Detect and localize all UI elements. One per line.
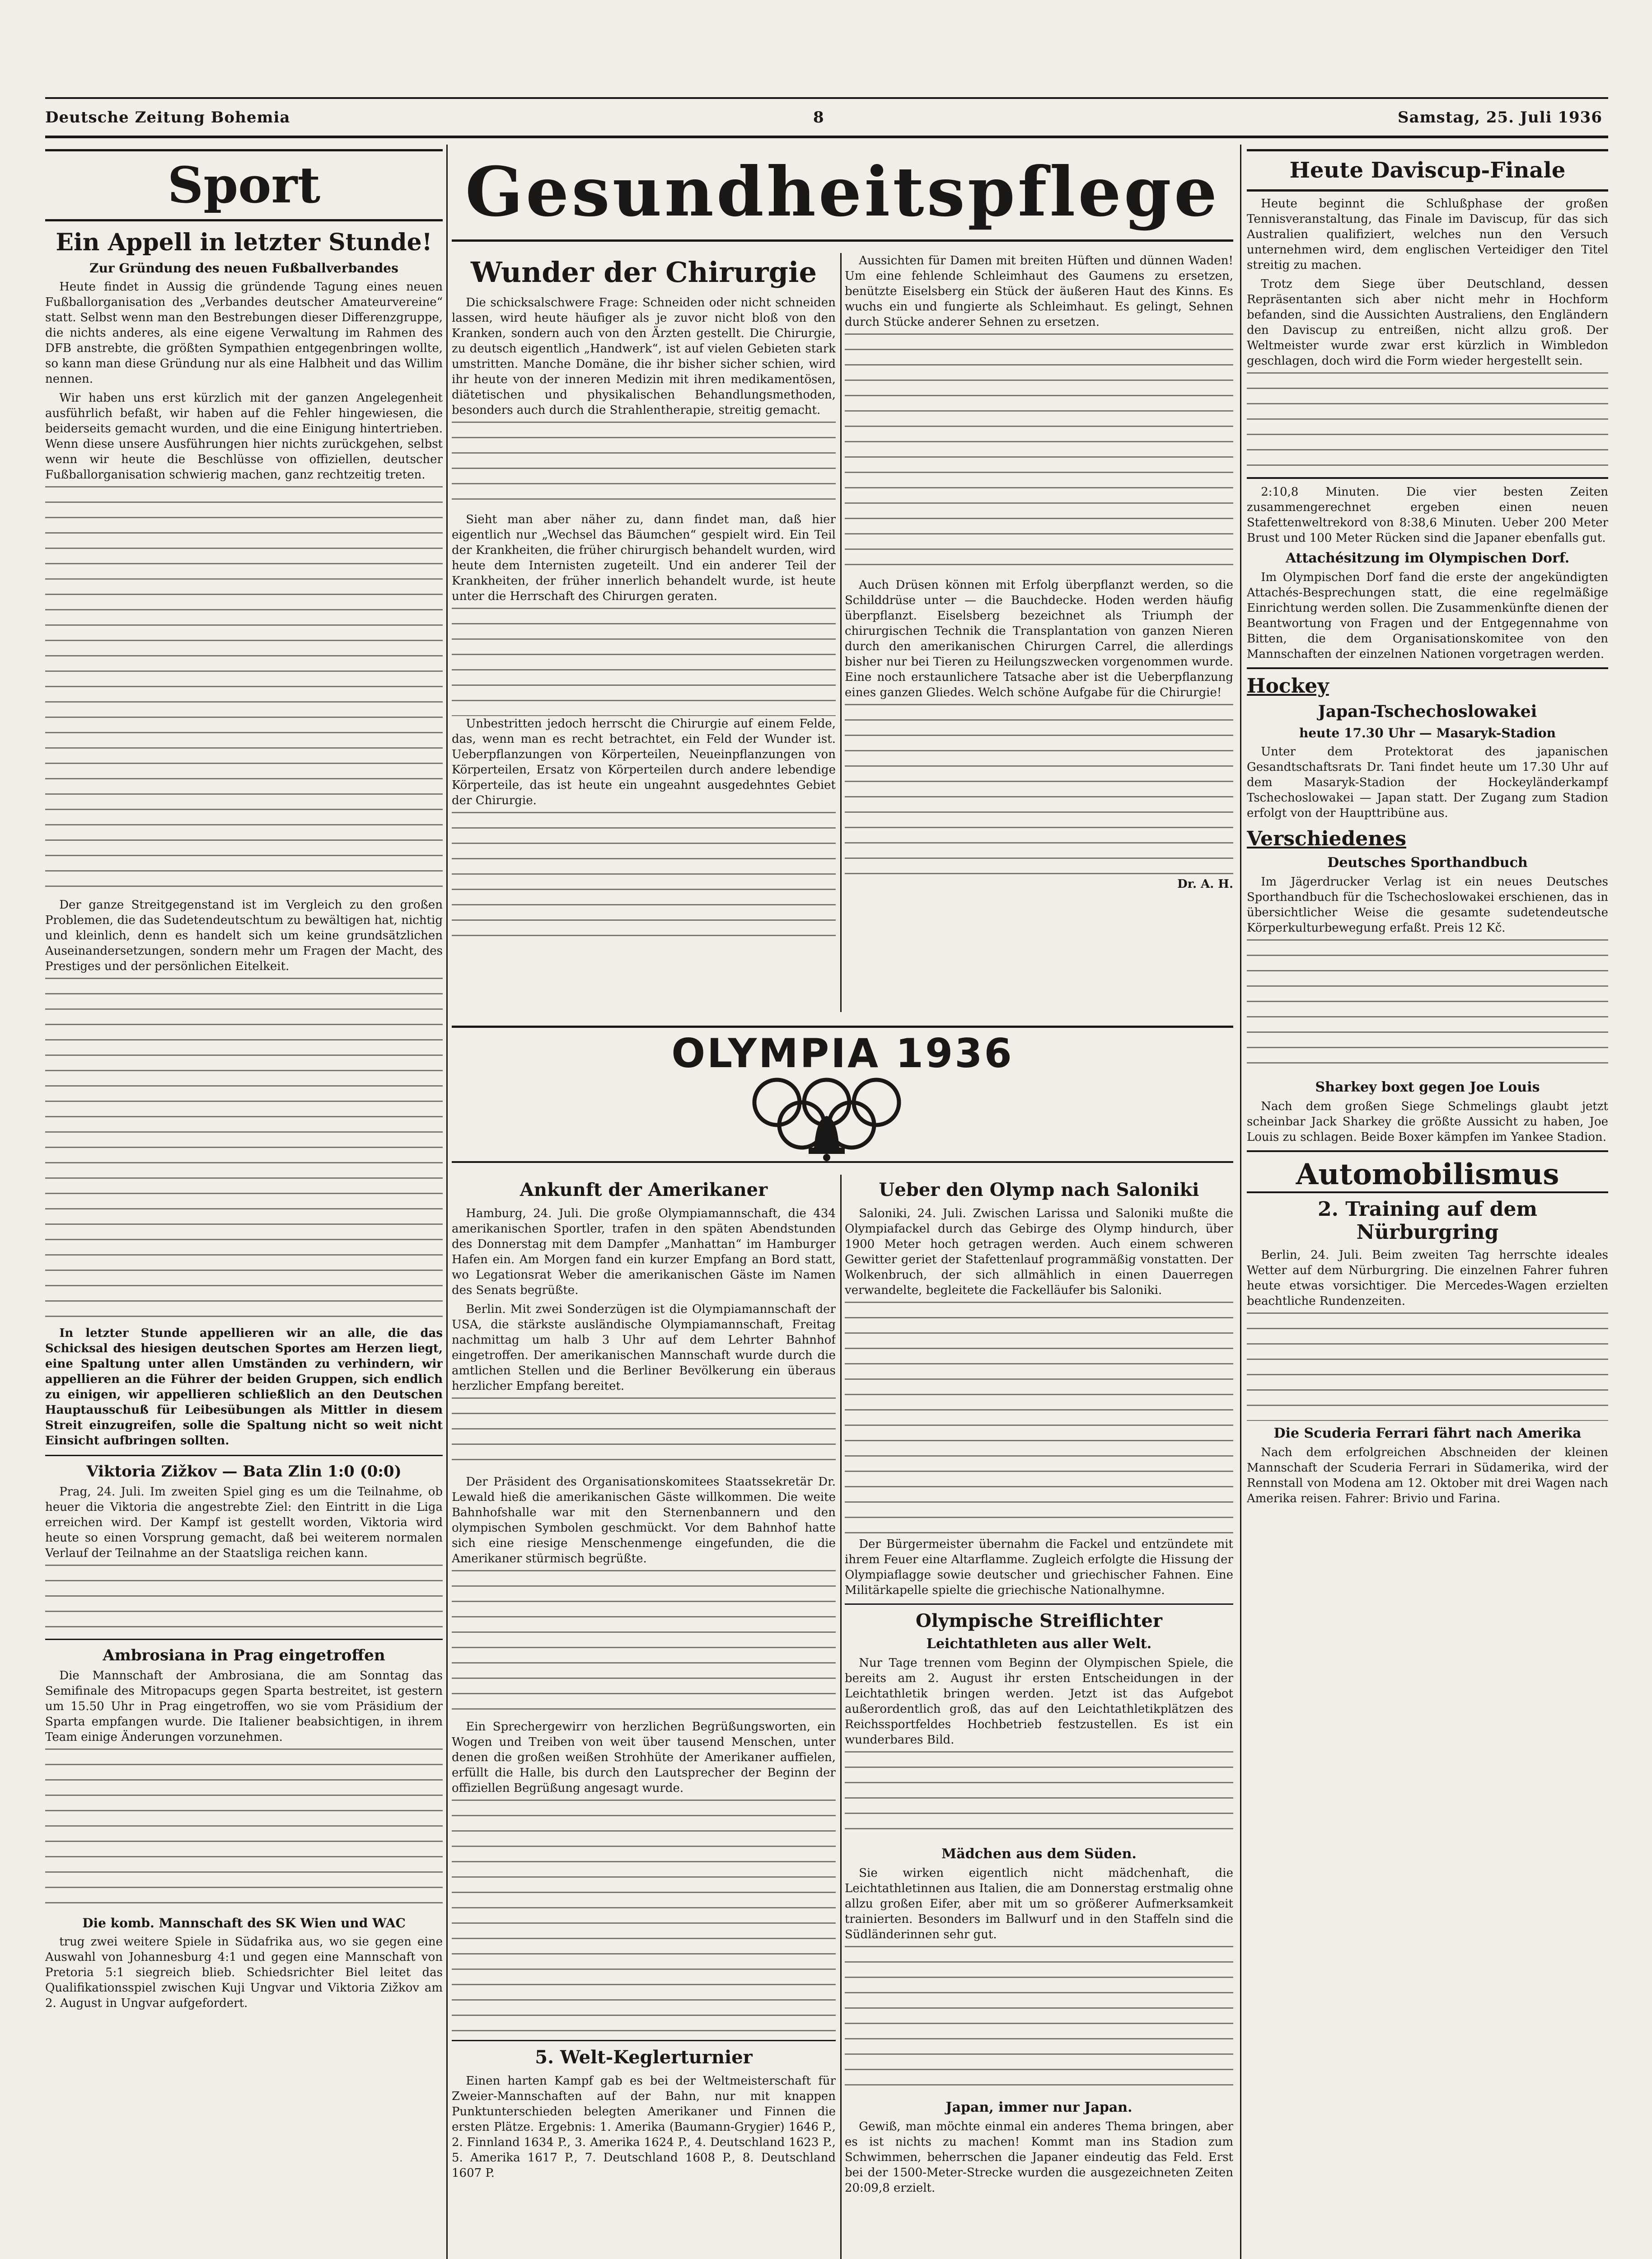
olympia-column-2 xyxy=(845,1179,1233,2259)
banner-rule xyxy=(452,1026,1233,1028)
divider xyxy=(1247,667,1608,669)
match-title: Viktoria Zižkov — Bata Zlin 1:0 (0:0) xyxy=(86,1462,402,1481)
davis-header-box xyxy=(1247,149,1608,192)
divider xyxy=(1247,1150,1608,1152)
right-column xyxy=(1247,149,1608,2259)
news-body-text xyxy=(452,1570,836,1719)
news-paragraph: Einen harten Kampf gab es bei der Weltmeisterschaft für Zweier-Mannschaften auf der Bahn, nur mit knappen Punktunterschieden belegten Amerikaner und Finnen die ersten Plätze. Ergebnis: 1. Amerika (Baumann-Grygier) 1646 P., 2. Finnland 1634 P., 3. Amerika 1624 P., 4. Deutschland 1623 P., 5. Amerika 1617 P., 7. Deutschland 1608 P., 8. Deutschland 1607 P. xyxy=(452,2074,836,2180)
health-column-1 xyxy=(452,253,836,1012)
divider xyxy=(45,1455,443,1456)
news-body-text xyxy=(845,1946,1233,2095)
news-body-text xyxy=(1247,939,1608,1075)
article-paragraph: Die schicksalschwere Frage: Schneiden oder nicht schneiden lassen, wird heute häufiger als je zuvor nicht bloß von den Kranken, sondern auch von den Ärzten gestellt. Die Chirurgie, zu deutsch eigentlich „Handwerk“, ist auf vielen Gebieten stark umstritten. Manche Domäne, die ihr bisher sicher schien, wird ihr heute von der inneren Medizin mit ihren medikamentösen, diätetischen und physikalischen Behandlungsmethoden, besonders auch durch die Strahlentherapie, streitig gemacht. xyxy=(452,296,836,417)
hockey-text: Unter dem Protektorat des japanischen Gesandtschaftsrats Dr. Tani findet heute um 17.30 Uhr auf dem Masaryk-Stadion der Hockeyländerkampf Tschechoslowakei — Japan statt. Der Zugang zum Stadion erfolgt von der Haupttribüne aus. xyxy=(1247,745,1608,820)
article-title: Wunder der Chirurgie xyxy=(470,256,817,289)
health-title: Gesundheitspflege xyxy=(452,145,1233,242)
divider xyxy=(45,1639,443,1640)
news-paragraph: Der Präsident des Organisationskomitees Staatssekretär Dr. Lewald hieß die amerikanischen Gäste willkommen. Die weite Bahnhofshalle war mit den Sternenbannern und den olympischen Symbolen geschmückt. Vor dem Bahnhof hatte sich eine riesige Menschenmenge eingefunden, die die Amerikaner stürmisch begrüßte. xyxy=(452,1475,836,1565)
olympia-banner xyxy=(452,1026,1233,1166)
news-paragraph: Nach dem erfolgreichen Abschneiden der kleinen Mannschaft der Scuderia Ferrari in Südamerika, wird der Rennstall von Modena am 12. Oktober mit drei Wagen nach Amerika reisen. Fahrer: Brivio und Farina. xyxy=(1247,1446,1608,1505)
news-title: Attachésitzung im Olympischen Dorf. xyxy=(1285,550,1570,566)
article-body-text xyxy=(452,608,836,716)
article-paragraph: Auch Drüsen können mit Erfolg überpflanzt werden, so die Schilddrüse unter — die Bauchdecke. Hoden werden häufig überpflanzt. Eiselsberg bezeichnet als Triumph der chirurgischen Technik die Transplantation von ganzen Nieren durch den amerikanischen Chirurgen Carrel, die allerdings bisher nur bei Tieren zu Heilungszwecken vorgenommen wurde. Eine noch erstaunlichere Tatsache aber ist die Ueberpflanzung eines ganzen Gliedes. Welch schöne Aufgabe für die Chirurgie! xyxy=(845,578,1233,699)
hockey-match: Japan-Tschechoslowakei xyxy=(1318,702,1537,721)
health-section xyxy=(452,145,1233,242)
news-paragraph: Im Jägerdrucker Verlag ist ein neues Deutsches Sporthandbuch für die Tschechoslowakei erschienen, das in übersichtlicher Weise die gesamte sudetendeutsche Körperkulturbewegung erfaßt. Preis 12 Kč. xyxy=(1247,875,1608,935)
news-paragraph: Hamburg, 24. Juli. Die große Olympiamannschaft, die 434 amerikanischen Sportler, trafen in den späten Abendstunden des Donnerstag mit dem Dampfer „Manhattan“ im Hamburger Hafen ein. Am Morgen fand ein kurzer Empfang an Bord statt, wo Legationsrat Weber die amerikanischen Gäste im Namen des Senats begrüßte. xyxy=(452,1207,836,1297)
sport-appeal: In letzter Stunde appellieren wir an alle, die das Schicksal des hiesigen deutschen Sportes am Herzen liegt, eine Spaltung unter allen Umständen zu verhindern, wir appellieren an die Führer der beiden Gruppen, sich endlich zu einigen, wir appellieren schließlich an den Deutschen Hauptausschuß für Leibesübungen als Mittler in diesem Streit einzugreifen, solle die Spaltung nicht so weit nicht Einsicht aufbringen sollten. xyxy=(45,1326,443,1448)
auto-paragraph: Berlin, 24. Juli. Beim zweiten Tag herrschte ideales Wetter auf dem Nürburgring. Die einzelnen Fahrer fuhren heute etwas vorsichtiger. Die Mercedes-Wagen erzielten beachtliche Rundenzeiten. xyxy=(1247,1248,1608,1308)
news-title: Ambrosiana in Prag eingetroffen xyxy=(103,1646,385,1664)
news-title: Olympische Streiflichter xyxy=(916,1610,1162,1631)
news-body-text xyxy=(452,1800,836,2034)
davis-body-text xyxy=(1247,372,1608,472)
sport-headline: Ein Appell in letzter Stunde! xyxy=(56,229,432,256)
olympia-title: OLYMPIA 1936 xyxy=(671,1030,1014,1077)
news-paragraph: Im Olympischen Dorf fand die erste der angekündigten Attachés-Besprechungen statt, die eine regelmäßige Einrichtung werden sollen. Die Zusammenkünfte dienen der Beantwortung von Fragen und der Entgegennahme von Bitten, die dem Organisationskomitee von den Mannschaften der einzelnen Nationen vorgetragen werden. xyxy=(1247,571,1608,661)
news-paragraph: Der Bürgermeister übernahm die Fackel und entzündete mit ihrem Feuer eine Altarflamme. Zugleich erfolgte die Hissung der Olympiaflagge sowie deutscher und griechischer Fahnen. Eine Militärkapelle spielte die griechische Nationalhymne. xyxy=(845,1537,1233,1597)
news-subtitle: Mädchen aus dem Süden. xyxy=(941,1846,1137,1862)
column-divider xyxy=(446,145,448,2259)
news-body-text xyxy=(45,1748,443,1911)
header-rule xyxy=(45,97,1608,99)
news-paragraph: Saloniki, 24. Juli. Zwischen Larissa und Saloniki mußte die Olympiafackel durch das Gebirge des Olymp hindurch, über 1900 Meter hoch getragen werden. Auch einem schweren Gewitter geriet der Stafettenlauf programmäßig vonstatten. Der Wolkenbruch, der sich allmählich in einen Dauerregen verwandelte, begleitete die Fackelläufer bis Saloniki. xyxy=(845,1207,1233,1297)
news-body-text xyxy=(845,1751,1233,1842)
sport-header-box xyxy=(45,149,443,221)
article-signature: Dr. A. H. xyxy=(1177,877,1233,891)
hockey-time: heute 17.30 Uhr — Masaryk-Stadion xyxy=(1299,726,1556,741)
auto-subtitle: 2. Training auf dem Nürburgring xyxy=(1317,1198,1538,1244)
davis-paragraph: Heute beginnt die Schlußphase der großen Tennisveranstaltung, das Finale im Daviscup, für das sich Australien qualifiziert, welches nun den Versuch unternehmen wird, dem englischen Verteidiger den Titel streitig zu machen. xyxy=(1247,197,1608,272)
banner-rule xyxy=(452,1161,1233,1163)
match-text: Prag, 24. Juli. Im zweiten Spiel ging es um die Teilnahme, ob heuer die Viktoria die angestrebte Ziel: den Eintritt in die Liga erreichen wird. Der Kampf ist gestellt worden, Viktoria wird heute so einen Vorsprung gemacht, daß bei weiterem normalen Verlauf der Teilnahme an der Staatsliga reichen kann. xyxy=(45,1485,443,1560)
news-subtitle: Leichtathleten aus aller Welt. xyxy=(926,1636,1152,1652)
news-paragraph: Sie wirken eigentlich nicht mädchenhaft, die Leichtathletinnen aus Italien, die am Donnerstag erstmalig ohne allzu großen Eifer, aber mit um so größerer Aufmerksamkeit trainierten. Besonders im Ballwurf und in den Staffeln sind die Südländerinnen sehr gut. xyxy=(845,1866,1233,1941)
sport-title: Sport xyxy=(167,156,321,214)
sport-paragraph: Wir haben uns erst kürzlich mit der ganzen Angelegenheit ausführlich befaßt, wir haben auf die Fehler hingewiesen, die beiderseits gemacht wurden, und die eine Einigung hintertrieben. Wenn diese unsere Ausführungen hier nichts zurückgehen, selbst wenn wir heute die Beschlüsse von offiziellen, deutscher Fußballorganisation schwierig machen, ganz rechtzeitig treten. xyxy=(45,391,443,482)
davis-title: Heute Daviscup-Finale xyxy=(1289,158,1566,183)
article-paragraph: Aussichten für Damen mit breiten Hüften und dünnen Waden! Um eine fehlende Schleimhaut des Gaumens zu ersetzen, benützte Eiselsberg ein Stück der äußeren Haut des Kinns. Es wuchs ein und fungierte als Schleimhaut. Es gelingt, Sehnen durch Stücke anderer Sehnen zu ersetzen. xyxy=(845,254,1233,329)
news-title: Sharkey boxt gegen Joe Louis xyxy=(1315,1079,1540,1095)
column-divider xyxy=(1240,145,1241,2259)
news-subtitle: Japan, immer nur Japan. xyxy=(945,2100,1133,2115)
page-number: 8 xyxy=(813,108,824,127)
article-body-text xyxy=(452,422,836,512)
olympic-rings-icon xyxy=(741,1075,949,1161)
news-title: 5. Welt-Keglerturnier xyxy=(535,2047,753,2068)
sport-paragraph: Heute findet in Aussig die gründende Tagung eines neuen Fußballorganisation des „Verbandes deutscher Amateurvereine“ statt. Selbst wenn man den Bestrebungen dieser Differenzgruppe, die nichts anderes, als eine eigene Verwaltung im Rahmen des DFB anstrebte, die größten Sympathien entgegenbringen wollte, so kann man diese Gründung nur als eine Halbheit und das Willim nennen. xyxy=(45,280,443,386)
news-paragraph: Gewiß, man möchte einmal ein anderes Thema bringen, aber es ist nichts zu machen! Kommt man ins Stadion zum Schwimmen, beherrschen die Japaner eindeutig das Feld. Erst bei der 1500-Meter-Strecke wurden die ausgezeichneten Zeiten 20:09,8 erzielt. xyxy=(845,2120,1233,2195)
news-title: Ankunft der Amerikaner xyxy=(519,1179,768,1200)
news-title: Ueber den Olymp nach Saloniki xyxy=(879,1179,1199,1200)
news-paragraph: Ein Sprechergewirr von herzlichen Begrüßungsworten, ein Wogen und Treiben von weit über tausend Menschen, unter denen die großen weißen Strohhüte der Amerikaner auffielen, erfüllt die Halle, bis durch den Lautsprecher der Beginn der offiziellen Begrüßung angesagt wurde. xyxy=(452,1720,836,1795)
hockey-title: Hockey xyxy=(1247,675,1329,698)
news-text: Die Mannschaft der Ambrosiana, die am Sonntag das Semifinale des Mitropacups gegen Sparta bestreitet, ist gestern um 15.50 Uhr in Prag eingetroffen, wo sie vom Präsidium der Sparta empfangen wurde. Die Italiener beabsichtigen, in ihrem Team einige Änderungen vorzunehmen. xyxy=(45,1669,443,1744)
column-divider xyxy=(840,1175,842,2259)
divider xyxy=(452,2040,836,2041)
auto-body-text xyxy=(1247,1312,1608,1421)
sport-subhead: Zur Gründung des neuen Fußballverbandes xyxy=(89,261,398,276)
news-body-text xyxy=(845,1302,1233,1537)
article-body-text xyxy=(845,333,1233,577)
davis-paragraph: 2:10,8 Minuten. Die vier besten Zeiten zusammengerechnet ergeben einen neuen Stafettenweltrekord von 8:38,6 Minuten. Ueber 200 Meter Brust und 100 Meter Rücken sind die Japaner ebenfalls gut. xyxy=(1247,485,1608,545)
davis-paragraph: Trotz dem Siege über Deutschland, dessen Repräsentanten sich aber nicht mehr in Hochform befanden, sind die Aussichten Australiens, den Engländern den Daviscup zu entreißen, nicht allzu groß. Der Weltmeister wurde zwar erst kürzlich in Wimbledon geschlagen, doch wird die Form wieder hergestellt sein. xyxy=(1247,277,1608,368)
news-body-text xyxy=(452,1397,836,1474)
sport-body-text xyxy=(45,978,443,1321)
sport-body-text xyxy=(45,486,443,893)
column-divider xyxy=(840,253,842,1012)
misc-title: Verschiedenes xyxy=(1247,827,1407,850)
divider xyxy=(845,1603,1233,1605)
auto-title: Automobilismus xyxy=(1247,1158,1608,1193)
newspaper-name: Deutsche Zeitung Bohemia xyxy=(45,108,290,127)
news-paragraph: Berlin. Mit zwei Sonderzügen ist die Olympiamannschaft der USA, die stärkste ausländische Olympiamannschaft, Freitag nachmittag um halb 3 Uhr auf dem Lehrter Bahnhof eingetroffen. Der amerikanischen Mannschaft wurde durch die amtlichen Stellen und die Berliner Bevölkerung ein überaus herzlicher Empfang bereitet. xyxy=(452,1303,836,1393)
article-paragraph: Unbestritten jedoch herrscht die Chirurgie auf einem Felde, das, wenn man es recht betrachtet, ein Feld der Wunder ist. Ueberpflanzungen von Körperteilen, Neueinpflanzungen von Körperteilen, Ersatz von Körperteilen durch andere lebendige Körperteile, das ist heute ein ungeahnt ausgedehntes Gebiet der Chirurgie. xyxy=(452,717,836,807)
match-body-text xyxy=(45,1565,443,1632)
issue-date: Samstag, 25. Juli 1936 xyxy=(1398,108,1602,127)
health-column-2 xyxy=(845,253,1233,1012)
news-title: Die komb. Mannschaft des SK Wien und WAC xyxy=(82,1916,406,1931)
divider xyxy=(1247,477,1608,479)
sport-section xyxy=(45,149,443,2259)
article-body-text xyxy=(845,704,1233,876)
news-title: Die Scuderia Ferrari fährt nach Amerika xyxy=(1273,1425,1582,1441)
olympia-column-1 xyxy=(452,1179,836,2259)
news-paragraph: Nach dem großen Siege Schmelings glaubt jetzt scheinbar Jack Sharkey die größte Aussicht zu haben, Joe Louis zu schlagen. Beide Boxer kämpfen im Yankee Stadion. xyxy=(1247,1100,1608,1144)
news-title: Deutsches Sporthandbuch xyxy=(1327,855,1528,871)
header-bottom-rule xyxy=(45,136,1608,138)
article-paragraph: Sieht man aber näher zu, dann findet man, daß hier eigentlich nur „Wechsel das Bäumchen“ gespielt wird. Ein Teil der Krankheiten, die früher chirurgisch behandelt wurden, wird heute dem Internisten zugeteilt. Und ein anderer Teil der Krankheiten, der früher innerlich behandelt wurde, ist heute unter die Herrschaft des Chirurgen geraten. xyxy=(452,513,836,603)
news-text: trug zwei weitere Spiele in Südafrika aus, wo sie gegen eine Auswahl von Johannesburg 4:1 und gegen eine Mannschaft von Pretoria 5:1 siegreich blieb. Schiedsrichter Biel leitet das Qualifikationsspiel zwischen Kuji Ungvar und Viktoria Zižkov am 2. August in Ungvar aufgefordert. xyxy=(45,1935,443,2010)
sport-paragraph: Der ganze Streitgegenstand ist im Vergleich zu den großen Problemen, die das Sudetendeutschtum zu bewältigen hat, nichtig und kleinlich, denn es handelt sich um keine grundsätzlichen Auseinandersetzungen, sondern mehr um Fragen der Macht, des Prestiges und der persönlichen Eitelkeit. xyxy=(45,898,443,973)
article-body-text xyxy=(452,812,836,947)
news-paragraph: Nur Tage trennen vom Beginn der Olympischen Spiele, die bereits am 2. August ihr ersten Entscheidungen in der Leichtathletik bringen werden. Jetzt ist das Aufgebot außerordentlich groß, das auf den Leichtathletikplätzen des Reichssportfeldes Hochbetrieb festzustellen. Es ist ein wunderbares Bild. xyxy=(845,1656,1233,1747)
